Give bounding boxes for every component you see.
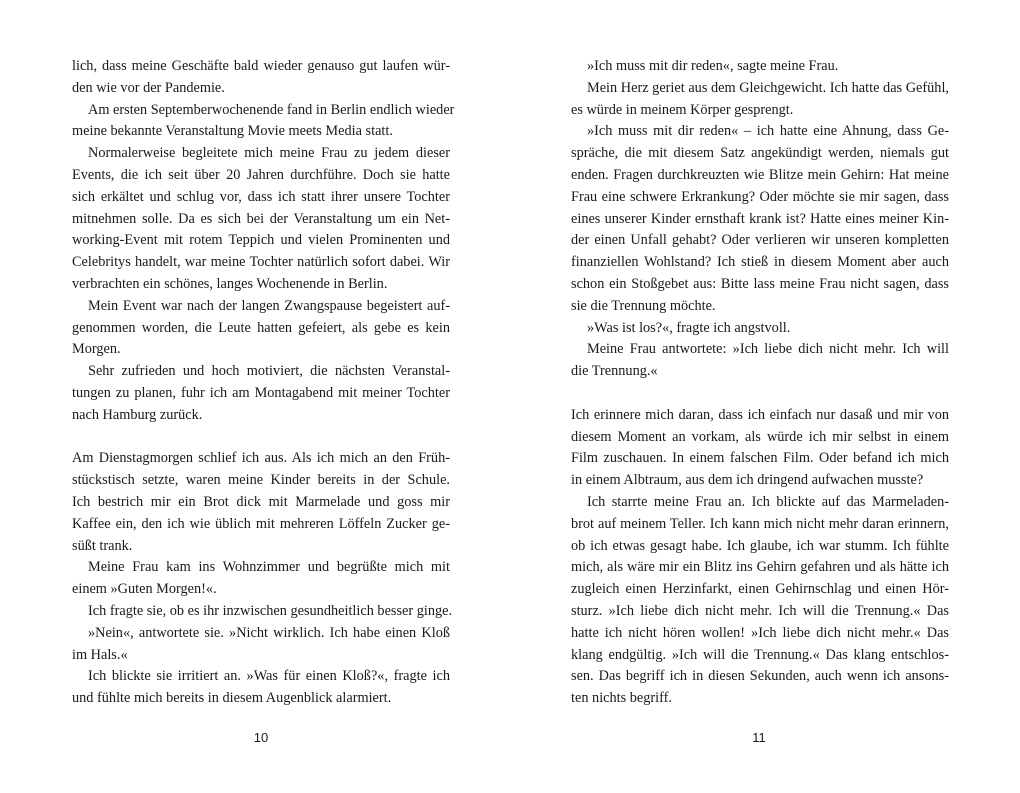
text-line: Ich fragte sie, ob es ihr inzwischen gesundheitlich besser ginge. <box>88 602 453 619</box>
text-line: »Nein«, antwortete sie. »Nicht wirklich. Ich habe einen Kloß <box>88 624 450 641</box>
text-line: sturz. »Ich liebe dich nicht mehr. Ich will die Trennung.« Das <box>571 602 949 619</box>
text-line: im Hals.« <box>72 646 128 663</box>
text-line: klang endgültig. »Ich will die Trennung.« Das klang entschlos- <box>571 646 949 663</box>
text-line: sie die Trennung möchte. <box>571 297 716 314</box>
text-line: nach Hamburg zurück. <box>72 406 203 423</box>
text-line: sen. Das begriff ich in diesen Sekunden, auch wenn ich ansons- <box>571 668 949 685</box>
text-line: »Was ist los?«, fragte ich angstvoll. <box>587 319 791 336</box>
text-line: spräche, die mit diesem Satz angekündigt werden, niemals gut <box>571 145 949 162</box>
text-line: einem »Guten Morgen!«. <box>72 581 217 598</box>
text-line: die Trennung.« <box>571 363 658 380</box>
text-line: tungen zu planen, fuhr ich am Montagabend mit meiner Tochter <box>72 384 450 401</box>
text-line: genommen worden, die Leute hatten gefeiert, als gebe es kein <box>72 319 450 336</box>
text-line: »Ich muss mit dir reden«, sagte meine Frau. <box>587 58 839 74</box>
text-line: enden. Fragen durchkreuzten wie Blitze mein Gehirn: Hat meine <box>571 166 949 183</box>
text-line: Frau eine schwere Erkrankung? Oder möchte sie mir sagen, dass <box>571 188 949 205</box>
text-line: »Ich muss mit dir reden« – ich hatte eine Ahnung, dass Ge- <box>587 123 949 140</box>
left-page-text <box>72 56 455 710</box>
section-break <box>72 427 450 449</box>
text-line: zugleich einen Herzinfarkt, einen Gehirnschlag und einen Hör- <box>571 581 949 598</box>
text-line: sich erkältet und schlug vor, dass ich statt ihrer unsere Tochter <box>72 188 450 205</box>
text-line: mich, als wäre mir ein Blitz ins Gehirn gefahren und als hätte ich <box>571 559 949 576</box>
right-page-text <box>571 56 949 710</box>
text-line: es würde in meinem Körper gesprengt. <box>571 101 794 118</box>
text-line: mitnehmen solle. Da es sich bei der Veranstaltung um ein Net- <box>72 210 450 227</box>
text-line: Sehr zufrieden und hoch motiviert, die nächsten Veranstal- <box>88 363 450 380</box>
text-line: Ich blickte sie irritiert an. »Was für einen Kloß?«, fragte ich <box>88 668 450 685</box>
text-line: Meine Frau antwortete: »Ich liebe dich nicht mehr. Ich will <box>587 341 949 358</box>
text-line: Morgen. <box>72 341 121 358</box>
text-line: Events, die ich seit über 20 Jahren durchführe. Doch sie hatte <box>72 166 450 183</box>
text-line: Normalerweise begleitete mich meine Frau zu jedem dieser <box>88 145 450 162</box>
text-line: Am ersten Septemberwochenende fand in Berlin endlich wieder <box>88 101 455 118</box>
text-line: süßt trank. <box>72 537 133 554</box>
text-line: der einen Unfall gehabt? Oder verlieren wir unseren kompletten <box>571 232 949 249</box>
text-line: Am Dienstagmorgen schlief ich aus. Als ich mich an den Früh- <box>72 450 450 467</box>
text-line: ten nichts begriff. <box>571 690 672 707</box>
text-line: brot auf meinem Teller. Ich kann mich nicht mehr daran erinnern, <box>571 515 949 532</box>
text-line: meine bekannte Veranstaltung Movie meets Media statt. <box>72 123 393 140</box>
text-line: und fühlte mich bereits in diesem Augenblick alarmiert. <box>72 690 392 707</box>
text-line: Celebritys handelt, war meine Tochter natürlich sofort dabei. Wir <box>72 254 450 271</box>
text-line: working-Event mit rotem Teppich und vielen Prominenten und <box>72 232 450 249</box>
text-line: stückstisch setzte, waren meine Kinder bereits in der Schule. <box>72 472 450 489</box>
text-line: eines unserer Kinder ernsthaft krank ist? Hatte eines meiner Kin- <box>571 210 949 227</box>
text-line: Mein Event war nach der langen Zwangspause begeistert auf- <box>88 297 450 314</box>
text-line: lich, dass meine Geschäfte bald wieder genauso gut laufen wür- <box>72 58 450 74</box>
text-line: Mein Herz geriet aus dem Gleichgewicht. Ich hatte das Gefühl, <box>587 79 949 96</box>
text-line: Ich bestrich mir ein Brot dick mit Marmelade und goss mir <box>72 493 450 510</box>
text-line: Ich erinnere mich daran, dass ich einfach nur dasaß und mir von <box>571 406 949 423</box>
text-line: verbrachten ein schönes, langes Wochenende in Berlin. <box>72 275 388 292</box>
text-line: den wie vor der Pandemie. <box>72 79 225 96</box>
text-line: Kaffee ein, den ich wie üblich mit mehreren Löffeln Zucker ge- <box>72 515 450 532</box>
page-number-right: 11 <box>752 730 766 745</box>
text-line: in einem Albtraum, aus dem ich dringend aufwachen musste? <box>571 472 924 489</box>
text-line: diesem Moment an vorkam, als würde ich mir selbst in einem <box>571 428 949 445</box>
text-line: finanziellen Wohlstand? Ich stieß in diesem Moment aber auch <box>571 254 949 271</box>
text-line: Film zuschauen. In einem falschen Film. Oder befand ich mich <box>571 450 949 467</box>
text-line: ob ich etwas gesagt habe. Ich glaube, ich war stumm. Ich fühlte <box>571 537 949 554</box>
text-line: schon ein Stoßgebet aus: Bitte lass meine Frau nicht sagen, dass <box>571 275 949 292</box>
text-line: hatte ich nicht hören wollen! »Ich liebe dich nicht mehr.« Das <box>571 624 949 641</box>
page-number-left: 10 <box>253 730 269 745</box>
section-break <box>571 383 949 405</box>
text-line: Meine Frau kam ins Wohnzimmer und begrüßte mich mit <box>88 559 450 576</box>
text-line: Ich starrte meine Frau an. Ich blickte auf das Marmeladen- <box>587 493 949 510</box>
